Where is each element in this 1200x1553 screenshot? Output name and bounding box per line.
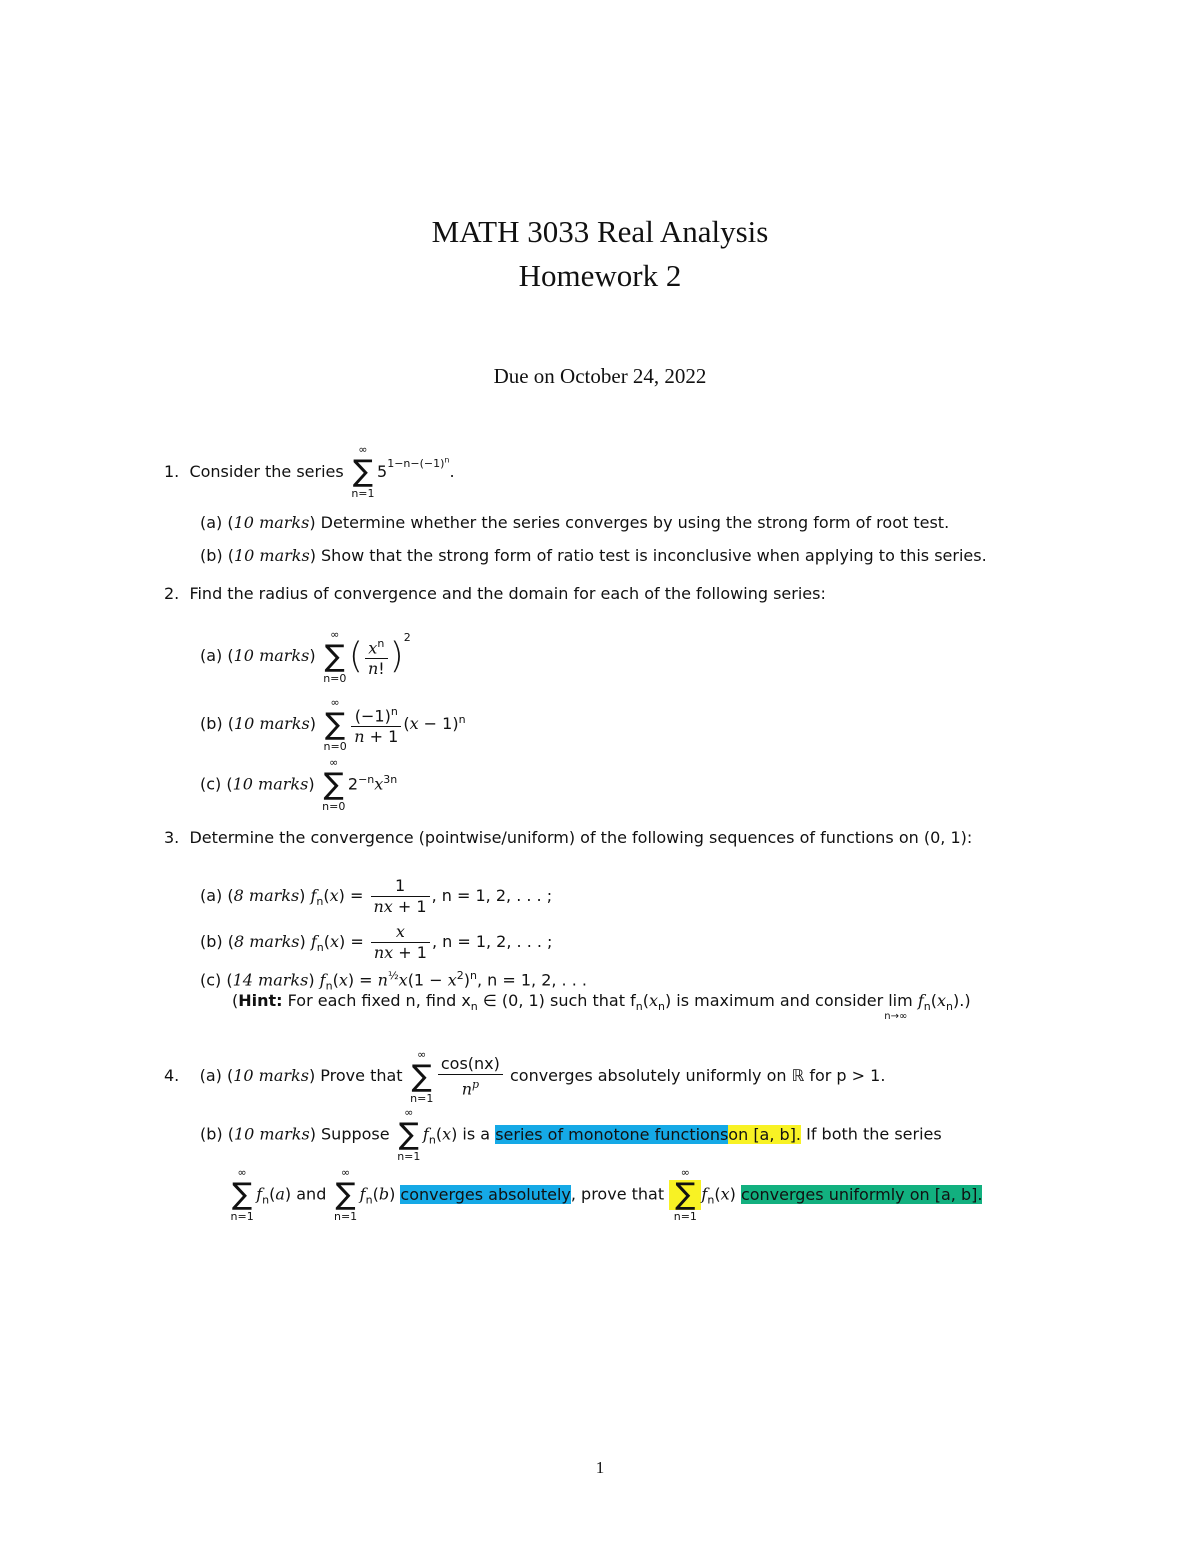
marks: 10 marks <box>233 513 310 532</box>
part-label: (a) <box>200 513 223 532</box>
fraction-denominator: n <box>461 1079 473 1099</box>
fraction-numerator: cos(nx) <box>438 1054 503 1075</box>
part-label: (c) <box>200 774 222 794</box>
question-2b: (b) (10 marks) ∞ ∑ n=0 $\frac{(-1)^n}{n + 1}$ $(x - 1)^n$ <box>200 695 466 753</box>
summation: ∞ ∑ n=1 <box>333 1166 358 1223</box>
marks: 10 marks <box>232 774 309 794</box>
question-2 <box>164 584 826 604</box>
question-4b-line2: ∞ ∑ n=1 $f_n(a)$ and ∞ ∑ n=1 $f_n(b)$ converges absolutely, prove that ∞ ∑ n=1 $f_n(x)$ converges uniformly on [a, b]. <box>230 1166 983 1223</box>
lim-text: lim <box>888 991 913 1010</box>
sum-lower: n=1 <box>333 1210 358 1223</box>
part-text-4: , prove that <box>570 1184 665 1204</box>
question-1b: (b) (10 marks) Show that the strong form of ratio test is inconclusive when applying to this series. <box>200 546 987 565</box>
part-label: (b) <box>200 714 223 734</box>
question-4b: (b) (10 marks) Suppose ∞ ∑ n=1 $f_n(x)$ is a series of monotone functionson [a, b]. If both the series <box>200 1106 942 1163</box>
part-text-3: If both the series <box>806 1124 942 1144</box>
sum-upper: ∞ <box>680 1166 690 1179</box>
question-3b: (b) (8 marks) $f_n(x)$ = $\frac{x}{nx + 1}$ , n = 1, 2, . . . ; <box>200 922 553 962</box>
question-number: 3. <box>164 828 180 847</box>
marks: 10 marks <box>233 646 310 666</box>
lim-sub: n→∞ <box>884 1011 908 1022</box>
index-range: , n = 1, 2, . . . ; <box>431 886 553 905</box>
sum-upper: ∞ <box>237 1166 247 1179</box>
question-1 <box>164 443 455 501</box>
question-2a: (a) (10 marks) ∞ ∑ n=0 ( $\frac{x^n}{n!}$ )$^2$ <box>200 627 411 685</box>
sum-lower: n=1 <box>351 487 375 501</box>
sum-upper: ∞ <box>340 1166 351 1179</box>
part-text: Determine whether the series converges by using the strong form of root test. <box>320 513 950 532</box>
index-range: , n = 1, 2, . . . ; <box>431 932 553 951</box>
and-text: and <box>296 1184 327 1204</box>
highlight-green: converges uniformly on [a, b]. <box>740 1184 983 1204</box>
marks: 10 marks <box>233 1124 310 1144</box>
marks: 14 marks <box>232 970 309 990</box>
sum-lower: n=1 <box>230 1210 254 1223</box>
summation: ∞ ∑ n=1 <box>351 443 375 501</box>
summation: ∞ ∑ n=1 <box>230 1166 254 1223</box>
hint-label: Hint: <box>238 991 283 1010</box>
sum-upper: ∞ <box>330 627 340 641</box>
part-text-2: is a <box>462 1124 491 1144</box>
due-date: Due on October 24, 2022 <box>493 364 707 388</box>
question-number: 1. <box>164 461 180 481</box>
summation: ∞ ∑ n=1 <box>397 1106 421 1163</box>
hint-text-2: ∈ (0, 1) such that f <box>482 991 636 1010</box>
highlight-yellow: on [a, b]. <box>728 1124 802 1144</box>
part-label: (c) <box>200 970 222 990</box>
sum-upper: ∞ <box>417 1047 427 1061</box>
summation: ∞ ∑ n=0 <box>323 627 347 685</box>
sum-upper: ∞ <box>330 695 340 709</box>
summation: ∞ ∑ n=0 <box>323 695 347 753</box>
question-text: Determine the convergence (pointwise/uniform) of the following sequences of functions on (0, 1): <box>189 828 973 847</box>
series-exponent-power: n <box>444 455 450 464</box>
part-label: (b) <box>200 546 223 565</box>
series-base: 5 <box>377 461 388 481</box>
sum-upper: ∞ <box>329 756 339 769</box>
part-label: (a) <box>199 1066 222 1086</box>
question-text: Consider the series <box>189 461 344 481</box>
marks: 8 marks <box>233 886 300 905</box>
fraction: $\frac{1}{nx + 1}$ <box>371 876 430 917</box>
summation: ∞ ∑ n=0 <box>322 756 346 813</box>
part-text: Prove that <box>320 1066 403 1086</box>
page-number: 1 <box>595 1458 605 1477</box>
hint-text-3: is maximum and consider <box>676 991 884 1010</box>
hint-end: .) <box>959 991 971 1010</box>
fraction: $\frac{x^n}{n!}$ <box>365 634 388 679</box>
question-2c: (c) (10 marks) ∞ ∑ n=0 $2^{-n}x^{3n}$ <box>200 756 398 813</box>
marks: 10 marks <box>233 714 310 734</box>
period: . <box>449 461 455 481</box>
part-label: (b) <box>200 1124 223 1144</box>
question-number: 4. <box>164 1066 180 1086</box>
fraction: $\frac{x}{nx + 1}$ <box>371 922 430 963</box>
sum-lower: n=0 <box>323 671 347 685</box>
part-text-2: converges absolutely uniformly on ℝ for p > 1. <box>509 1066 886 1086</box>
highlight-blue: converges absolutely <box>400 1184 571 1204</box>
part-text: Suppose <box>321 1124 390 1144</box>
question-4a: 4. (a) (10 marks) Prove that ∞ ∑ n=1 $\frac{\cos(nx)}{n^p}$ converges absolutely uniformly on ℝ for p > 1. <box>164 1047 886 1105</box>
sum-lower: n=1 <box>673 1210 697 1223</box>
fraction: $\frac{(-1)^n}{n + 1}$ <box>351 702 401 747</box>
question-1a: (a) (10 marks) Determine whether the series converges by using the strong form of root test. <box>200 513 950 532</box>
series-exponent: 1−n−(−1) <box>387 456 445 470</box>
part-label: (a) <box>200 886 223 905</box>
sum-upper: ∞ <box>404 1106 414 1119</box>
question-3a: (a) (8 marks) $f_n(x)$ = $\frac{1}{nx + 1}$ , n = 1, 2, . . . ; <box>200 876 553 916</box>
index-range: , n = 1, 2, . . . <box>476 970 587 990</box>
sum-lower: n=1 <box>397 1150 421 1163</box>
part-text: Show that the strong form of ratio test is inconclusive when applying to this series. <box>321 546 987 565</box>
marks: 10 marks <box>233 546 310 565</box>
highlight-blue: series of monotone functions <box>495 1124 729 1144</box>
summation: ∞ ∑ n=1 <box>410 1047 434 1105</box>
question-3c-hint: (Hint: For each fixed n, find $x_n$ ∈ (0, 1) such that $f_n(x_n)$ is maximum and consider lim n→∞ $f_n(x_n)$.) <box>232 991 971 1017</box>
question-text: Find the radius of convergence and the domain for each of the following series: <box>189 584 826 603</box>
sum-lower: n=0 <box>322 800 346 813</box>
question-3 <box>164 828 972 848</box>
marks: 8 marks <box>233 932 300 951</box>
highlight-yellow-sum <box>669 1166 701 1223</box>
hint-text: For each fixed n, find x <box>287 991 471 1010</box>
sum-lower: n=1 <box>410 1091 434 1105</box>
part-label: (b) <box>200 932 223 951</box>
homework-title: Homework 2 <box>518 258 682 293</box>
sum-lower: n=0 <box>323 739 347 753</box>
course-title: MATH 3033 Real Analysis <box>431 214 769 249</box>
fraction: $\frac{\cos(nx)}{n^p}$ <box>438 1054 503 1099</box>
part-label: (a) <box>200 646 223 666</box>
question-3c: (c) (14 marks) $f_n(x) = n^{\frac{1}{2}}x(1 - x^2)^n$, n = 1, 2, . . . <box>200 969 587 993</box>
limit <box>884 991 913 1022</box>
marks: 10 marks <box>233 1066 309 1086</box>
sum-upper: ∞ <box>358 443 368 457</box>
summation: ∞ ∑ n=1 <box>673 1166 697 1223</box>
question-number: 2. <box>164 584 180 603</box>
